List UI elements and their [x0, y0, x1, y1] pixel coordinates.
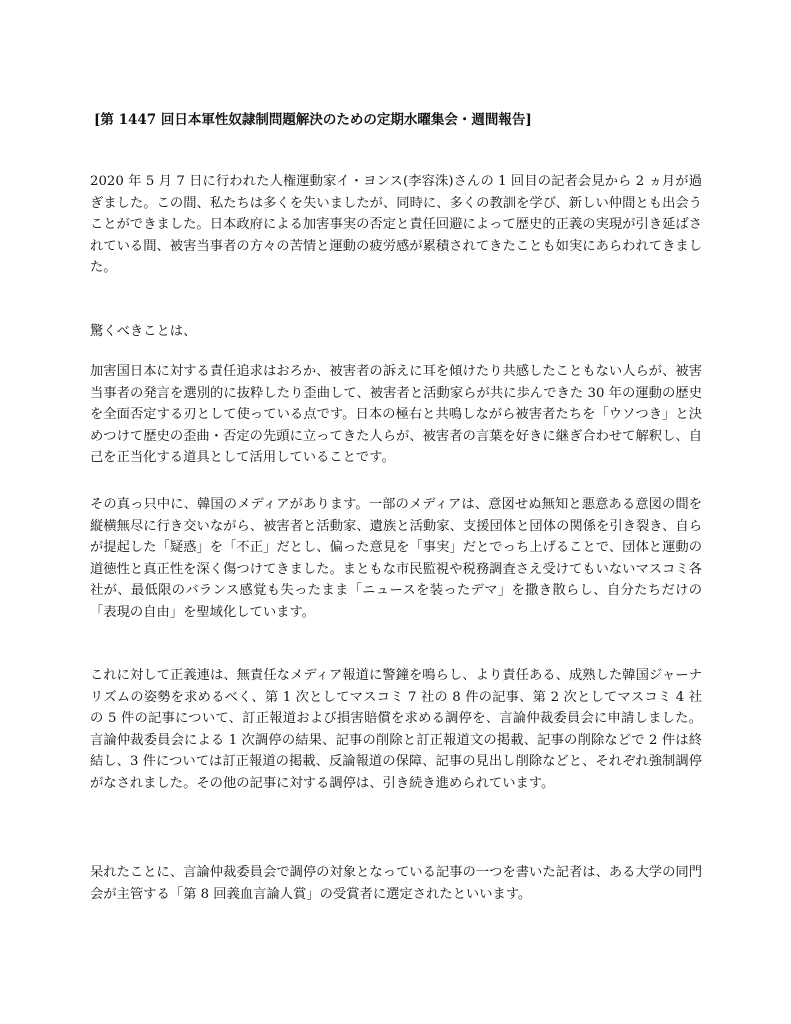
paragraph-4: その真っ只中に、韓国のメディアがあります。一部のメディアは、意図せぬ無知と悪意ある意図の間を縦横無尽に行き交いながら、被害者と活動家、遺族と活動家、支援団体と団体の関係を引き裂き、自らが提起した「疑惑」を「不正」だとし、偏った意見を「事実」だとでっち上げることで、団体と運動の道徳性と真正性を深く傷つけてきました。まともな市民監視や税務調査さえ受けてもいないマスコミ各社が、最低限のバランス感覚も失ったまま「ニュースを装ったデマ」を撒き散らし、自分たちだけの「表現の自由」を聖域化しています。: [90, 497, 702, 620]
paragraph-6: 呆れたことに、言論仲裁委員会で調停の対象となっている記事の一つを書いた記者は、ある大学の同門会が主管する「第 8 回義血言論人賞」の受賞者に選定されたといいます。: [90, 865, 702, 902]
paragraph-5: これに対して正義連は、無責任なメディア報道に警鐘を鳴らし、より責任ある、成熟した韓国ジャーナリズムの姿勢を求めるべく、第 1 次としてマスコミ 7 社の 8 件の記事、第 2 次としてマスコミ 4 社の 5 件の記事について、訂正報道および損害賠償を求める調停を、言論仲裁委員会に申請しました。言論仲裁委員会による 1 次調停の結果、記事の削除と訂正報道文の掲載、記事の削除などで 2 件は終結し、3 件については訂正報道の掲載、反論報道の保障、記事の見出し削除などと、それぞれ強制調停がなされました。その他の記事に対する調停は、引き続き進められています。: [90, 668, 702, 791]
paragraph-3: 加害国日本に対する責任追求はおろか、被害者の訴えに耳を傾けたり共感したこともない人らが、被害当事者の発言を選別的に抜粋したり歪曲して、被害者と活動家らが共に歩んできた 30 年の運動の歴史を全面否定する刃として使っている点です。日本の極右と共鳴しながら被害者たちを「ウソつき」と決めつけて歴史の歪曲・否定の先頭に立ってきた人らが、被害者の言葉を好きに継ぎ合わせて解釈し、自己を正当化する道具として活用していることです。: [90, 364, 702, 465]
paragraph-2: 驚くべきことは、: [90, 324, 197, 339]
paragraph-1: 2020 年 5 月 7 日に行われた人権運動家イ・ヨンス(李容洙)さんの 1 回目の記者会見から 2 ヵ月が過ぎました。この間、私たちは多くを失いましたが、同時に、多くの教訓を学び、新しい仲間とも出会うことができました。日本政府による加害事実の否定と責任回避によって歴史的正義の実現が引き延ばされている間、被害当事者の方々の苦情と運動の疲労感が累積されてきたことも如実にあらわれてきました。: [90, 174, 702, 275]
document-page: [90, 0, 702, 1024]
document-title: [第 1447 回日本軍性奴隷制問題解決のための定期水曜集会・週間報告]: [94, 112, 532, 128]
